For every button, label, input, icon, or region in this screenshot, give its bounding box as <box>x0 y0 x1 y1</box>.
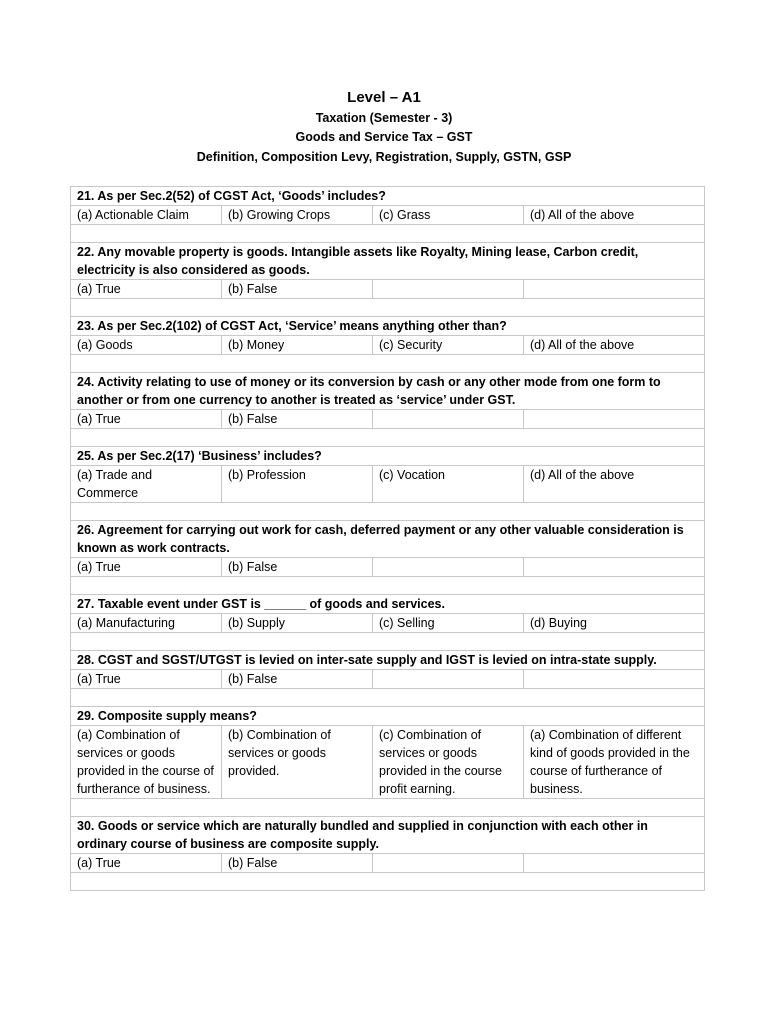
question-text: 27. Taxable event under GST is ______ of goods and services. <box>71 595 705 614</box>
option-b[interactable]: (b) False <box>222 410 373 429</box>
question-text: 28. CGST and SGST/UTGST is levied on inter-sate supply and IGST is levied on intra-state supply. <box>71 651 705 670</box>
question-text: 30. Goods or service which are naturally bundled and supplied in conjunction with each other in ordinary course of business are composite supply. <box>71 817 705 854</box>
question-text: 25. As per Sec.2(17) ‘Business’ includes? <box>71 447 705 466</box>
spacer-row <box>71 355 705 373</box>
question-row <box>71 521 705 558</box>
question-row <box>71 651 705 670</box>
option-b[interactable]: (b) False <box>222 854 373 873</box>
spacer-row <box>71 503 705 521</box>
option-d[interactable]: (d) All of the above <box>524 336 705 355</box>
spacer-row <box>71 577 705 595</box>
question-text: 29. Composite supply means? <box>71 707 705 726</box>
option-a[interactable]: (a) Goods <box>71 336 222 355</box>
spacer-row <box>71 225 705 243</box>
level-heading: Level – A1 <box>347 89 421 106</box>
spacer-row <box>71 429 705 447</box>
question-text: 24. Activity relating to use of money or its conversion by cash or any other mode from one form to another or from one currency to another is treated as ‘service’ under GST. <box>71 373 705 410</box>
option-b[interactable]: (b) False <box>222 670 373 689</box>
option-a[interactable]: (a) True <box>71 410 222 429</box>
topic-heading: Goods and Service Tax – GST <box>295 130 473 144</box>
question-table <box>70 186 705 891</box>
spacer-row <box>71 299 705 317</box>
question-text: 22. Any movable property is goods. Intangible assets like Royalty, Mining lease, Carbon credit, electricity is also considered as goods. <box>71 243 705 280</box>
question-text: 26. Agreement for carrying out work for cash, deferred payment or any other valuable consideration is known as work contracts. <box>71 521 705 558</box>
question-row <box>71 707 705 726</box>
options-row <box>71 206 705 225</box>
subtopics-heading: Definition, Composition Levy, Registration, Supply, GSTN, GSP <box>196 150 572 164</box>
options-row <box>71 726 705 799</box>
options-row <box>71 854 705 873</box>
option-c[interactable]: (c) Combination of services or goods provided in the course profit earning. <box>373 726 524 799</box>
option-c[interactable]: (c) Vocation <box>373 466 524 503</box>
question-row <box>71 373 705 410</box>
option-c[interactable]: (c) Grass <box>373 206 524 225</box>
question-row <box>71 317 705 336</box>
options-row <box>71 466 705 503</box>
question-row <box>71 595 705 614</box>
subject-heading: Taxation (Semester - 3) <box>315 111 453 125</box>
options-row <box>71 670 705 689</box>
option-d <box>524 280 705 299</box>
question-row <box>71 817 705 854</box>
option-b[interactable]: (b) False <box>222 558 373 577</box>
option-c <box>373 854 524 873</box>
option-b[interactable]: (b) Supply <box>222 614 373 633</box>
option-d[interactable]: (a) Combination of different kind of goods provided in the course of furtherance of business. <box>524 726 705 799</box>
options-row <box>71 558 705 577</box>
option-b[interactable]: (b) Combination of services or goods provided. <box>222 726 373 799</box>
option-a[interactable]: (a) True <box>71 558 222 577</box>
option-d <box>524 558 705 577</box>
spacer-row <box>71 689 705 707</box>
option-c <box>373 280 524 299</box>
option-c[interactable]: (c) Selling <box>373 614 524 633</box>
question-text: 21. As per Sec.2(52) of CGST Act, ‘Goods’ includes? <box>71 187 705 206</box>
option-d[interactable]: (d) Buying <box>524 614 705 633</box>
option-a[interactable]: (a) True <box>71 280 222 299</box>
question-row <box>71 243 705 280</box>
option-b[interactable]: (b) Growing Crops <box>222 206 373 225</box>
options-row <box>71 280 705 299</box>
option-c <box>373 410 524 429</box>
spacer-row <box>71 633 705 651</box>
options-row <box>71 614 705 633</box>
option-a[interactable]: (a) True <box>71 670 222 689</box>
option-a[interactable]: (a) True <box>71 854 222 873</box>
question-row <box>71 447 705 466</box>
options-row <box>71 410 705 429</box>
option-d <box>524 854 705 873</box>
option-a[interactable]: (a) Trade and Commerce <box>71 466 222 503</box>
option-b[interactable]: (b) Profession <box>222 466 373 503</box>
option-b[interactable]: (b) False <box>222 280 373 299</box>
options-row <box>71 336 705 355</box>
option-d <box>524 410 705 429</box>
option-d[interactable]: (d) All of the above <box>524 466 705 503</box>
spacer-row <box>71 799 705 817</box>
option-d <box>524 670 705 689</box>
option-c <box>373 558 524 577</box>
question-row <box>71 187 705 206</box>
option-a[interactable]: (a) Actionable Claim <box>71 206 222 225</box>
option-a[interactable]: (a) Combination of services or goods provided in the course of furtherance of business. <box>71 726 222 799</box>
question-text: 23. As per Sec.2(102) of CGST Act, ‘Service’ means anything other than? <box>71 317 705 336</box>
option-c <box>373 670 524 689</box>
option-c[interactable]: (c) Security <box>373 336 524 355</box>
option-d[interactable]: (d) All of the above <box>524 206 705 225</box>
option-a[interactable]: (a) Manufacturing <box>71 614 222 633</box>
spacer-row <box>71 873 705 891</box>
option-b[interactable]: (b) Money <box>222 336 373 355</box>
